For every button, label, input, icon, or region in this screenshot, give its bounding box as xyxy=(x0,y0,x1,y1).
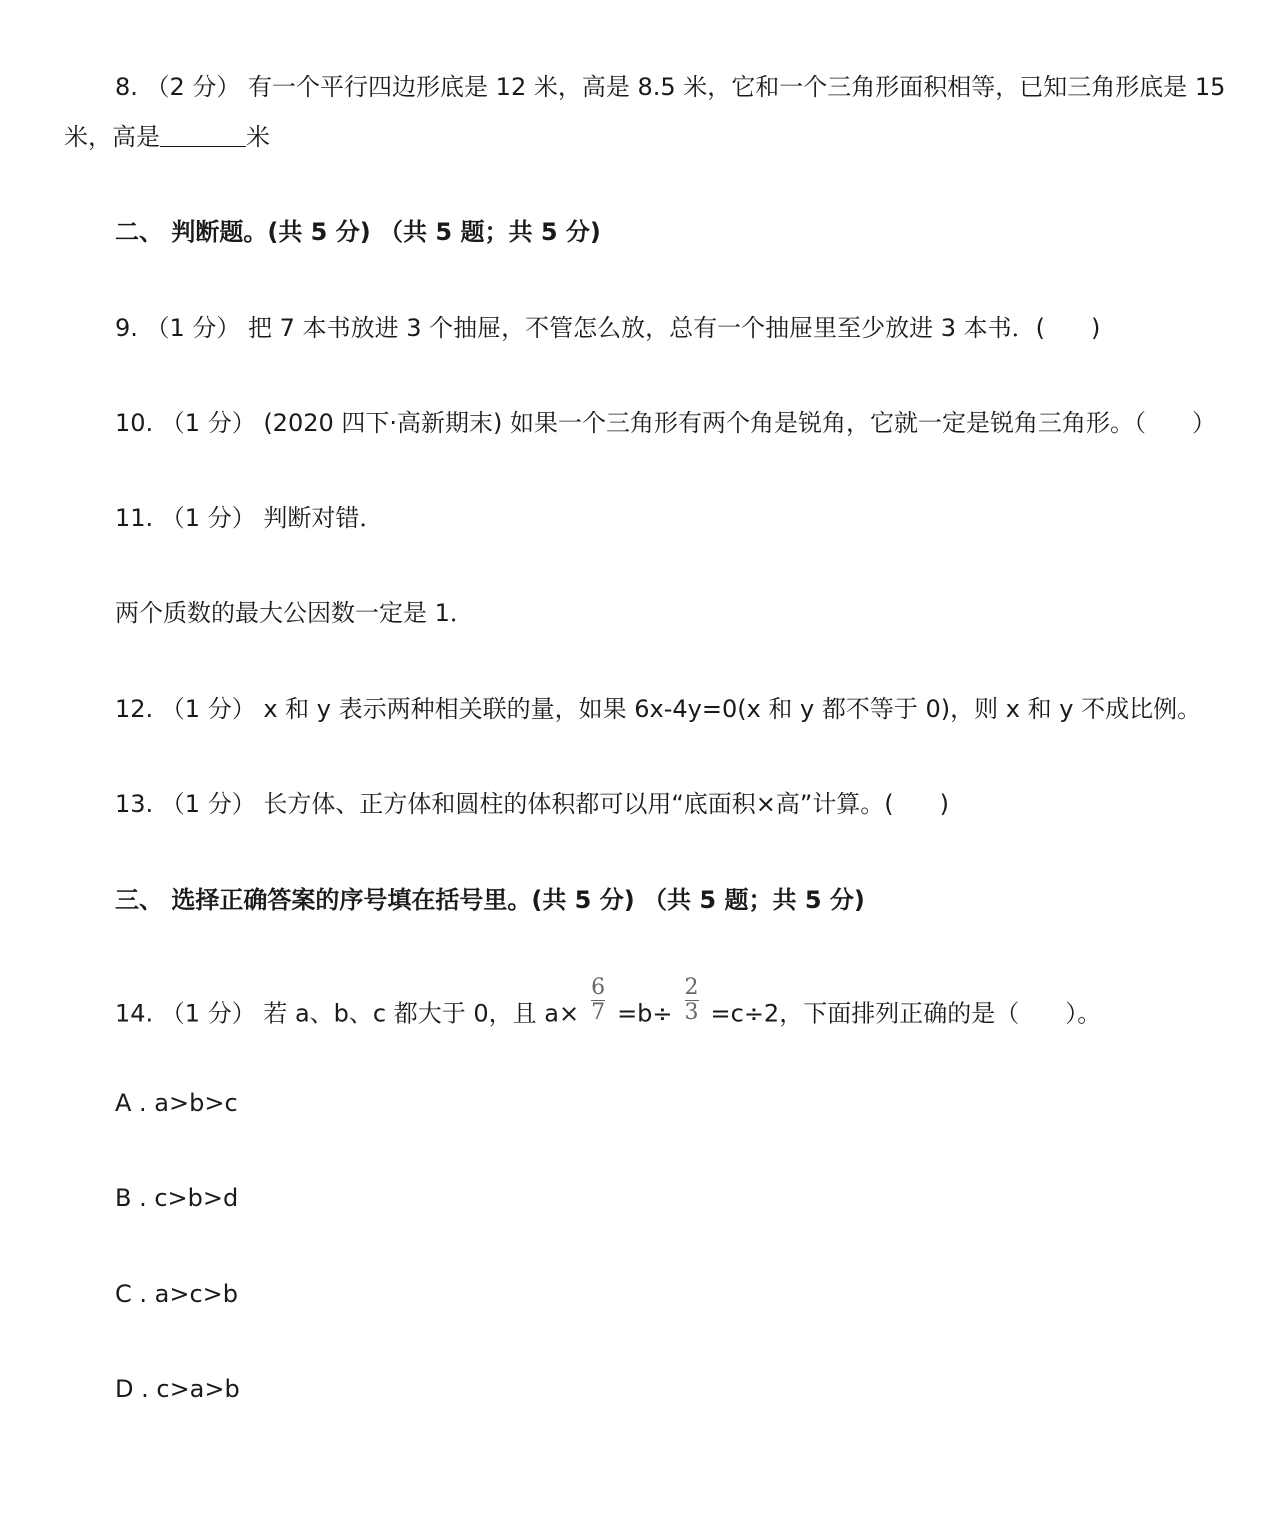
fraction-numerator: 6 xyxy=(591,975,606,1000)
question-10-text: 10. （1 分） (2020 四下·高新期末) 如果一个三角形有两个角是锐角，它就一定是锐角三角形。（ xyxy=(115,409,1147,437)
question-13-text: 13. （1 分） 长方体、正方体和圆柱的体积都可以用“底面积×高”计算。( xyxy=(115,790,894,818)
option-b[interactable]: B . c>b>d xyxy=(115,1184,239,1212)
option-a[interactable]: A . a>b>c xyxy=(115,1089,238,1117)
question-11: 11. （1 分） 判断对错． xyxy=(115,504,384,532)
question-9-close: ) xyxy=(1091,314,1101,342)
question-14-text-pre: 14. （1 分） 若 a、b、c 都大于 0，且 a× xyxy=(115,999,580,1028)
section-3-title: 三、 选择正确答案的序号填在括号里。(共 5 分) （共 5 题；共 5 分) xyxy=(115,886,865,914)
option-d[interactable]: D . c>a>b xyxy=(115,1375,240,1403)
question-14-text-post: =c÷2，下面排列正确的是（ xyxy=(710,999,1020,1028)
answer-blank[interactable] xyxy=(160,120,246,147)
section-2-title: 二、 判断题。(共 5 分) （共 5 题；共 5 分) xyxy=(115,218,601,246)
question-10-close: ） xyxy=(1192,409,1217,437)
question-9-text: 9. （1 分） 把 7 本书放进 3 个抽屉，不管怎么放，总有一个抽屉里至少放进 3 本书．( xyxy=(115,314,1045,342)
question-8-line2-text: 米，高是 xyxy=(64,123,160,151)
question-14-text-mid: =b÷ xyxy=(617,999,673,1028)
question-8-line1: 8. （2 分） 有一个平行四边形底是 12 米，高是 8.5 米，它和一个三角形面积相等，已知三角形底是 15 xyxy=(115,73,1226,101)
question-14-close: ）。 xyxy=(1065,999,1102,1028)
question-12: 12. （1 分） x 和 y 表示两种相关联的量，如果 6x-4y=0(x 和 y 都不等于 0)，则 x 和 y 不成比例。 xyxy=(115,695,1202,723)
question-8-unit: 米 xyxy=(246,123,270,151)
question-13 xyxy=(115,787,949,821)
fraction-two-thirds xyxy=(685,977,699,1024)
question-9 xyxy=(115,311,1100,345)
fraction-six-sevenths xyxy=(591,977,605,1024)
question-10 xyxy=(115,406,1216,440)
question-13-close: ) xyxy=(939,790,950,818)
fraction-denominator: 7 xyxy=(591,1000,606,1025)
fraction-numerator: 2 xyxy=(684,975,699,1000)
fraction-denominator: 3 xyxy=(684,1000,699,1025)
question-8-line2 xyxy=(64,120,270,154)
option-c[interactable]: C . a>c>b xyxy=(115,1280,238,1308)
question-14 xyxy=(115,975,1102,1038)
question-11-statement: 两个质数的最大公因数一定是 1． xyxy=(115,599,474,627)
